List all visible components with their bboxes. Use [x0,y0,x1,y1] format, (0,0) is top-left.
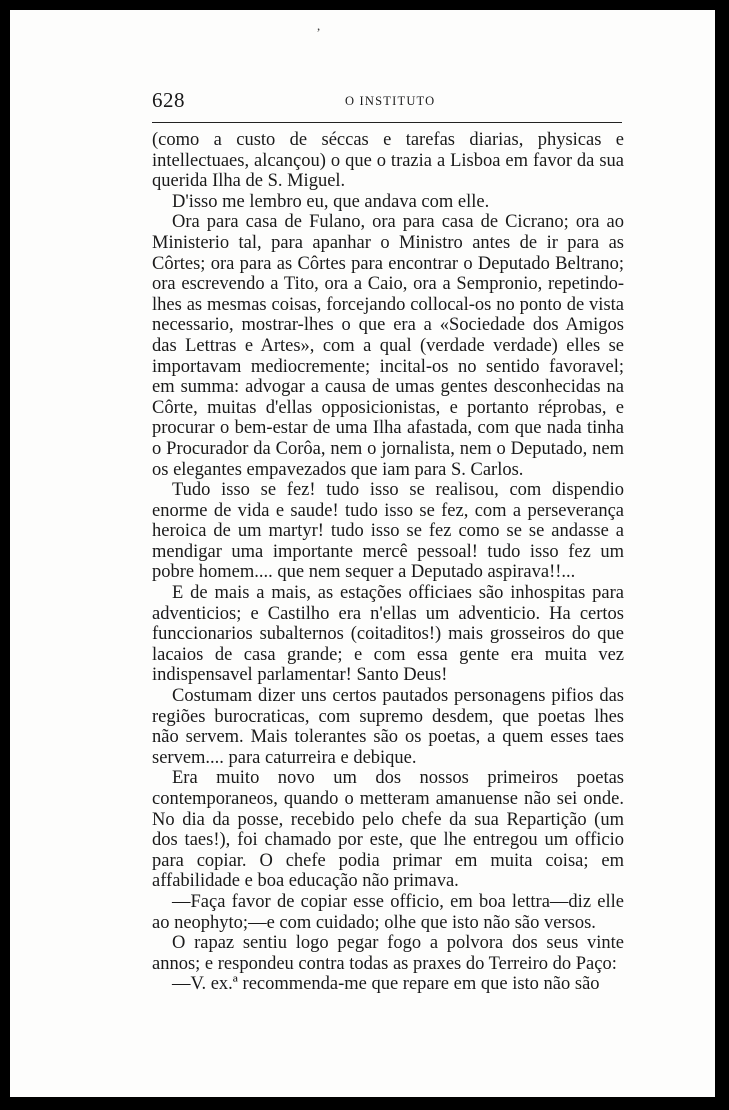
paragraph: —Faça favor de copiar esse officio, em boa lettra—diz elle ao neophyto;—e com cuidado; olhe que isto não são versos. [152,891,624,933]
header-rule [152,122,622,123]
scan-border-right [715,10,729,1110]
paragraph: D'isso me lembro eu, que andava com elle. [172,191,490,212]
paragraph: —V. ex.ª recommenda-me que repare em que isto não são [172,974,600,995]
body-text [152,130,624,995]
scan-border-top [0,0,729,10]
paragraph: Era muito novo um dos nossos primeiros poetas contemporaneos, quando o metteram amanuense não sei onde. No dia da posse, recebido pelo chefe da sua Repartição (um dos taes!), foi chamado por este, que lhe entregou um officio para copiar. O chefe podia primar em muita coisa; em affabilidade e boa educação não primava. [152,768,624,892]
paragraph: E de mais a mais, as estações officiaes são inhospitas para adventicios; e Castilho era n'ellas um adventicio. Ha certos funccionarios subalternos (coitaditos!) mais grosseiros do que lacaios de casa grande; e com essa gente era muita vez indispensavel parlamentar! Santo Deus! [152,583,624,686]
running-title: O INSTITUTO [345,94,436,108]
scan-border-left [0,0,10,1110]
paragraph: Costumam dizer uns certos pautados personagens pifios das regiões burocraticas, com supremo desdem, que poetas lhes não servem. Mais tolerantes são os poetas, a quem esses taes servem.... para caturreira e debique. [152,686,624,768]
paragraph: (como a custo de séccas e tarefas diarias, physicas e intellectuaes, alcançou) o que o trazia a Lisboa em favor da sua querida Ilha de S. Miguel. [152,130,624,192]
page-number: 628 [152,88,185,112]
scan-border-bottom [0,1097,729,1110]
paragraph: Ora para casa de Fulano, ora para casa de Cicrano; ora ao Ministerio tal, para apanhar o Ministro antes de ir para as Côrtes; ora para as Côrtes para encontrar o Deputado Beltrano; ora escrevendo a Tito, ora a Caio, ora a Sempronio, repetindo-lhes as mesmas coisas, forcejando collocal-os no ponto de vista necessario, mostrar-lhes o que era a «Sociedade dos Amigos das Lettras e Artes», com a qual (verdade verdade) elles se importavam mediocremente; incital-os no sentido favoravel; em summa: advogar a causa de umas gentes desconhecidas na Côrte, muitas d'ellas opposicionistas, e portanto réprobas, e procurar o bem-estar de uma Ilha afastada, com que nada tinha o Procurador da Corôa, nem o jornalista, nem o Deputado, nem os elegantes empavezados que iam para S. Carlos. [152,212,624,480]
scan-mark: , [317,18,321,33]
paragraph: Tudo isso se fez! tudo isso se realisou, com dispendio enorme de vida e saude! tudo isso se fez, com a perseverança heroica de um martyr! tudo isso se fez como se se andasse a mendigar uma importante mercê pessoal! tudo isso fez um pobre homem.... que nem sequer a Deputado aspirava!!... [152,480,624,583]
paragraph: O rapaz sentiu logo pegar fogo a polvora dos seus vinte annos; e respondeu contra todas as praxes do Terreiro do Paço: [152,933,624,974]
